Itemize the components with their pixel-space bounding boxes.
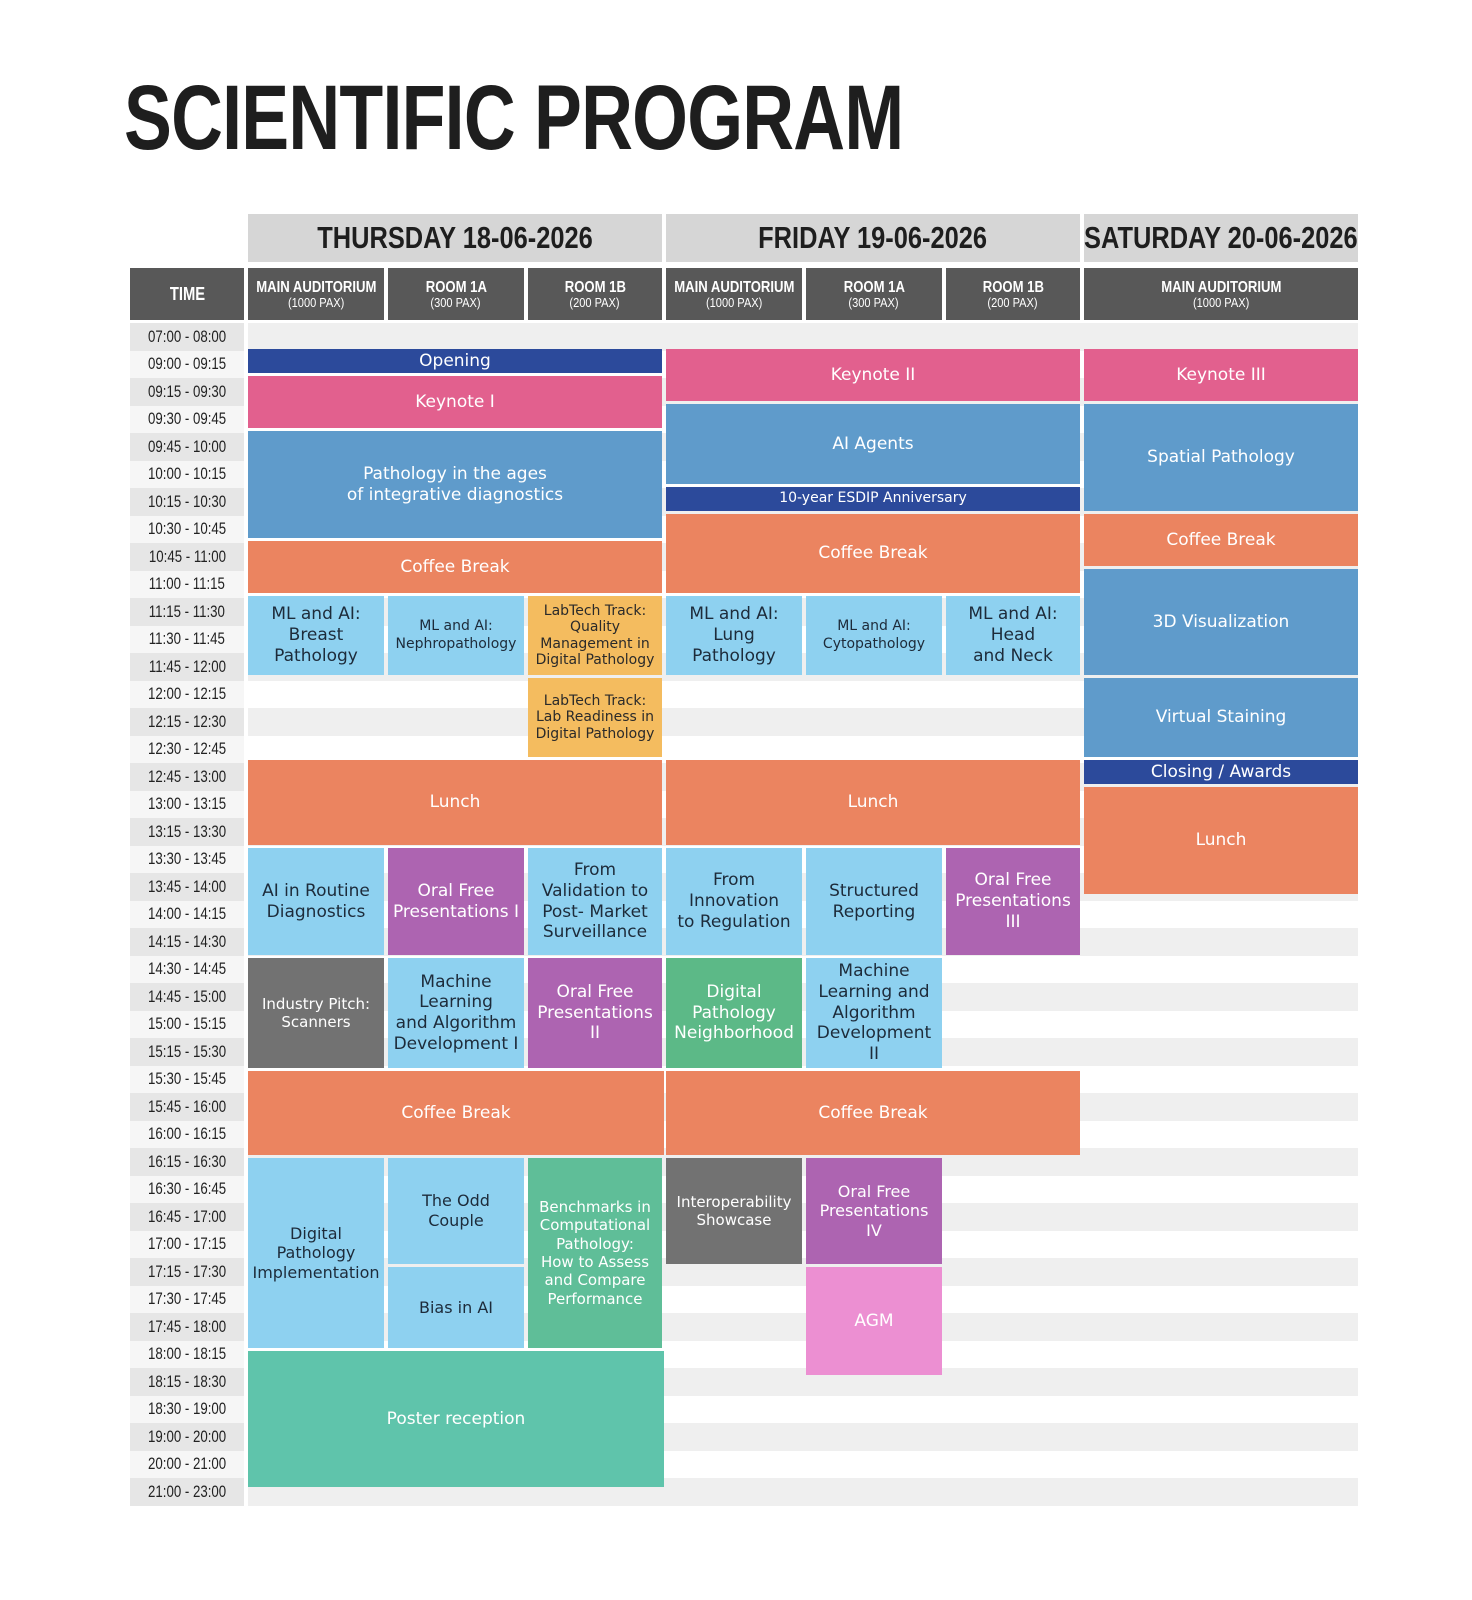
room-header-thu-main: MAIN AUDITORIUM (1000 PAX) [248,268,384,320]
grid-stripe [248,323,1358,351]
session-title-line: Presentations I [392,901,520,922]
session-closing-awards[interactable] [1084,760,1358,784]
session-title-line: How to Assess [540,1253,650,1271]
page-title: SCIENTIFIC PROGRAM [124,67,904,169]
session-title-line: Pathology [692,1002,776,1023]
session-title-line: to Regulation [677,911,791,932]
session-title-line: Coffee Break [818,543,928,564]
time-slot-label: 18:00 - 18:15 [130,1341,244,1369]
session-virtual-staining[interactable] [1084,678,1358,757]
time-slot-label: 11:00 - 11:15 [130,571,244,599]
session-title-line: Virtual Staining [1155,707,1287,728]
session-title-line: Spatial Pathology [1147,447,1295,468]
time-slot-label: 13:45 - 14:00 [130,873,244,901]
session-title-line: AGM [854,1310,894,1331]
time-slot-label: 14:15 - 14:30 [130,928,244,956]
session-title-line: Quality [569,619,621,636]
session-title-line: Lab Readiness in [535,709,655,726]
session-title-line: Neighborhood [674,1023,794,1044]
session-oral-free-presentations-2[interactable] [528,958,662,1068]
session-title-line: Keynote III [1176,364,1266,385]
session-title-line: Lunch [1195,830,1247,851]
session-title-line: Keynote II [830,364,916,385]
room-header-thu-1b: ROOM 1B (200 PAX) [528,268,662,320]
session-title-line: Nephropathology [395,635,517,652]
session-agm[interactable] [806,1267,942,1375]
session-title-line: AI Agents [832,433,914,454]
session-title-line: Lunch [429,792,481,813]
session-title-line: Pathology [692,645,776,666]
session-title-line: Couple [428,1211,484,1230]
session-title-line: Performance [547,1289,643,1308]
session-title-line: Coffee Break [400,556,510,577]
session-fri-lunch[interactable] [666,760,1080,845]
session-title-line: Machine [420,971,492,992]
session-title-line: Machine [838,961,910,982]
time-slot-label: 17:30 - 17:45 [130,1286,244,1314]
time-slot-label: 13:00 - 13:15 [130,791,244,819]
session-title-line: Presentations III [955,891,1071,932]
time-slot-label: 17:15 - 17:30 [130,1258,244,1286]
session-thu-lunch[interactable] [248,760,662,845]
session-title-line: Reporting [832,901,916,922]
session-title-line: Coffee Break [1166,529,1276,550]
time-slot-label: 16:00 - 16:15 [130,1121,244,1149]
session-spatial-pathology[interactable] [1084,404,1358,511]
session-thu-coffee-break-2[interactable] [248,1071,664,1155]
session-sat-coffee-break[interactable] [1084,514,1358,566]
session-title-line: Learning and [818,981,930,1002]
time-slot-label: 21:00 - 23:00 [130,1478,244,1506]
session-ml-ai-cytopathology[interactable] [806,596,942,675]
session-ai-agents[interactable] [666,404,1080,484]
session-title-line: ML and AI: [837,618,911,635]
time-slot-label: 12:30 - 12:45 [130,736,244,764]
time-slot-label: 10:00 - 10:15 [130,461,244,489]
session-esdip-anniversary[interactable] [666,487,1080,511]
session-title-line: Oral Free [556,981,634,1002]
session-title-line: ML and AI: [271,604,361,625]
time-slot-label: 16:30 - 16:45 [130,1176,244,1204]
session-title-line: Presentations II [537,1002,653,1044]
day-header-thursday: THURSDAY 18-06-2026 [248,214,662,262]
day-header-friday: FRIDAY 19-06-2026 [666,214,1080,262]
session-fri-coffee-break-1[interactable] [666,514,1080,593]
session-title-line: Development I [393,1033,519,1054]
session-title-line: ML and AI: [968,604,1058,625]
session-title-line: Implementation [252,1262,380,1282]
time-slot-label: 09:15 - 09:30 [130,378,244,406]
session-ai-in-routine-diagnostics[interactable] [248,848,384,955]
session-title-line: Surveillance [542,922,648,943]
time-slot-label: 12:00 - 12:15 [130,681,244,709]
session-title-line: and Algorithm [395,1013,517,1033]
time-slot-label: 20:00 - 21:00 [130,1451,244,1479]
session-labtech-quality-management[interactable] [528,596,662,675]
time-slot-label: 10:15 - 10:30 [130,488,244,516]
time-slot-label: 15:15 - 15:30 [130,1038,244,1066]
session-title-line: and Neck [973,645,1053,666]
session-title-line: Pathology [274,645,358,666]
session-title-line: and Compare [544,1271,646,1290]
session-title-line: Digital [290,1223,342,1243]
session-keynote-3[interactable] [1084,349,1358,401]
session-title-line: Keynote I [415,391,495,412]
session-ml-algorithm-development-2[interactable] [806,958,942,1068]
session-title-line: Scanners [281,1013,351,1031]
session-title-line: 3D Visualization [1152,611,1290,632]
time-slot-label: 09:30 - 09:45 [130,406,244,434]
time-slot-label: 18:15 - 18:30 [130,1368,244,1396]
session-title-line: AI in Routine [262,880,370,901]
session-title-line: Showcase [696,1211,772,1229]
session-pathology-in-the-ages[interactable] [248,431,662,538]
session-title-line: Poster reception [386,1408,526,1429]
session-title-line: Lunch [847,792,899,813]
session-fri-coffee-break-2[interactable] [666,1071,1080,1155]
session-title-line: LabTech Track: [543,693,647,710]
session-title-line: Closing / Awards [1150,761,1292,782]
session-interoperability-showcase[interactable] [666,1158,802,1264]
session-title-line: From [573,860,617,881]
session-title-line: Oral Free [974,870,1052,891]
session-ml-ai-breast-pathology[interactable] [248,596,384,675]
session-ml-algorithm-development-1[interactable] [388,958,524,1068]
session-title-line: ML and AI: [689,604,779,625]
session-title-line: Pathology [276,1243,356,1263]
session-title-line: Benchmarks in [539,1198,651,1217]
time-slot-label: 10:30 - 10:45 [130,516,244,544]
time-slot-label: 15:30 - 15:45 [130,1066,244,1094]
time-slot-label: 17:45 - 18:00 [130,1313,244,1341]
session-title-line: Presentations IV [819,1201,929,1240]
session-poster-reception[interactable] [248,1351,664,1487]
room-header-fri-main: MAIN AUDITORIUM (1000 PAX) [666,268,802,320]
session-oral-free-presentations-1[interactable] [388,848,524,955]
session-title-line: Coffee Break [401,1102,511,1123]
room-header-thu-1a: ROOM 1A (300 PAX) [388,268,524,320]
time-slot-label: 13:15 - 13:30 [130,818,244,846]
session-structured-reporting[interactable] [806,848,942,955]
time-slot-label: 16:15 - 16:30 [130,1148,244,1176]
session-title-line: 10-year ESDIP Anniversary [779,490,967,507]
session-ml-ai-nephropathology[interactable] [388,596,524,675]
session-title-line: Pathology: [556,1234,634,1253]
session-title-line: ML and AI: [419,618,493,635]
session-title-line: The Odd [422,1191,490,1211]
session-title-line: Bias in AI [419,1297,493,1317]
session-title-line: Oral Free [417,880,495,901]
session-title-line: of integrative diagnostics [346,484,564,505]
time-slot-label: 07:00 - 08:00 [130,323,244,351]
session-title-line: Computational [539,1216,651,1235]
session-benchmarks-computational-pathology[interactable] [528,1158,662,1348]
session-innovation-to-regulation[interactable] [666,848,802,955]
session-title-line: Digital Pathology [535,725,655,742]
session-title-line: From [712,870,756,891]
time-slot-label: 15:45 - 16:00 [130,1093,244,1121]
session-3d-visualization[interactable] [1084,569,1358,675]
session-title-line: Head [990,625,1036,646]
time-slot-label: 14:45 - 15:00 [130,983,244,1011]
session-title-line: Opening [419,350,491,371]
session-ml-ai-head-and-neck[interactable] [946,596,1080,675]
session-title-line: Innovation [688,891,779,912]
session-title-line: Digital [706,981,762,1002]
session-title-line: Post- Market [542,901,648,922]
time-slot-label: 13:30 - 13:45 [130,846,244,874]
time-slot-label: 15:00 - 15:15 [130,1011,244,1039]
session-keynote-1[interactable] [248,376,662,428]
session-title-line: Oral Free [837,1181,911,1201]
session-title-line: Pathology in the ages [363,463,547,484]
time-slot-label: 11:30 - 11:45 [130,626,244,654]
session-digital-pathology-neighborhood[interactable] [666,958,802,1068]
time-slot-label: 19:00 - 20:00 [130,1423,244,1451]
time-slot-label: 09:45 - 10:00 [130,433,244,461]
session-title-line: Management in [540,635,650,652]
session-title-line: Coffee Break [818,1102,928,1123]
session-oral-free-presentations-3[interactable] [946,848,1080,955]
time-slot-label: 17:00 - 17:15 [130,1231,244,1259]
session-ml-ai-lung-pathology[interactable] [666,596,802,675]
session-title-line: Diagnostics [266,901,366,922]
room-header-sat-main: MAIN AUDITORIUM (1000 PAX) [1084,268,1358,320]
time-slot-label: 11:45 - 12:00 [130,653,244,681]
session-industry-pitch-scanners[interactable] [248,958,384,1068]
time-slot-label: 18:30 - 19:00 [130,1396,244,1424]
session-title-line: Interoperability [676,1192,792,1211]
session-validation-to-surveillance[interactable] [528,848,662,955]
session-title-line: Lung [713,625,755,646]
session-bias-in-ai[interactable] [388,1267,524,1348]
session-title-line: Industry Pitch: [261,994,371,1013]
time-slot-label: 12:45 - 13:00 [130,763,244,791]
time-slot-label: 09:00 - 09:15 [130,351,244,379]
time-slot-label: 10:45 - 11:00 [130,543,244,571]
time-slot-label: 14:00 - 14:15 [130,901,244,929]
session-title-line: LabTech Track: [543,603,647,620]
room-header-fri-1b: ROOM 1B (200 PAX) [946,268,1080,320]
room-header-fri-1a: ROOM 1A (300 PAX) [806,268,942,320]
time-slot-label: 14:30 - 14:45 [130,956,244,984]
day-header-saturday: SATURDAY 20-06-2026 [1084,214,1358,262]
time-slot-label: 16:45 - 17:00 [130,1203,244,1231]
session-title-line: Learning [419,992,493,1013]
session-digital-pathology-implementation[interactable] [248,1158,384,1348]
session-title-line: Breast [288,625,344,646]
session-labtech-lab-readiness[interactable] [528,678,662,757]
session-oral-free-presentations-4[interactable] [806,1158,942,1264]
session-sat-lunch[interactable] [1084,787,1358,894]
time-slot-label: 12:15 - 12:30 [130,708,244,736]
session-the-odd-couple[interactable] [388,1158,524,1264]
session-title-line: Development II [816,1023,932,1065]
time-column-header: TIME [130,268,244,320]
session-title-line: Validation to [541,880,649,901]
session-title-line: Structured [829,880,919,901]
session-title-line: Algorithm [832,1002,916,1023]
time-slot-label: 11:15 - 11:30 [130,598,244,626]
session-keynote-2[interactable] [666,349,1080,401]
session-opening[interactable] [248,349,662,373]
session-title-line: Digital Pathology [535,651,655,668]
session-title-line: Cytopathology [822,635,926,652]
session-thu-coffee-break-1[interactable] [248,541,662,593]
